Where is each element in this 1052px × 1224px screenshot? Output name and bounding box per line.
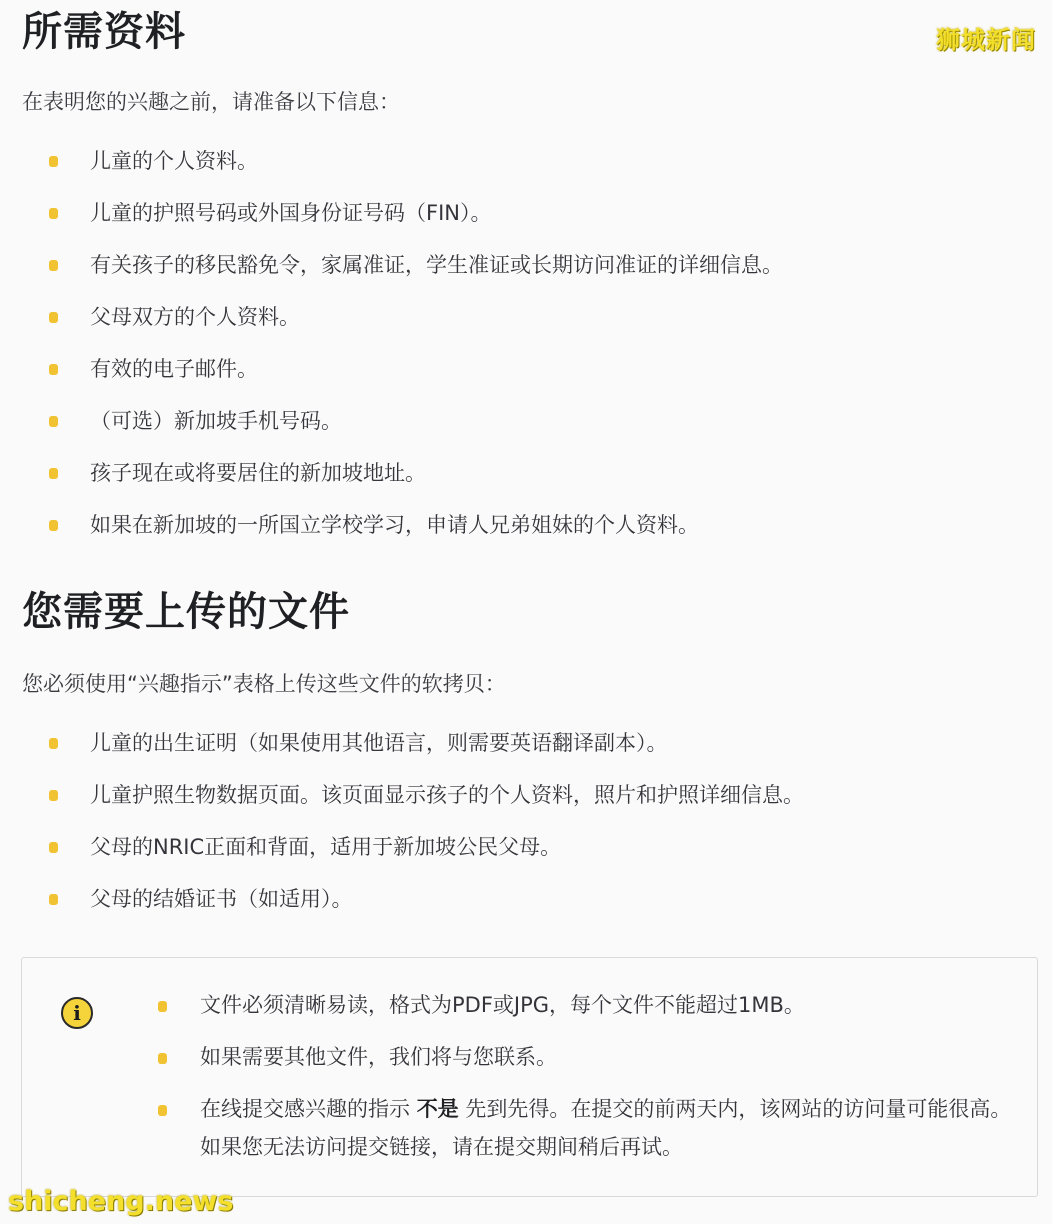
list-item-text: 文件必须清晰易读，格式为PDF或JPG，每个文件不能超过1MB。	[200, 993, 805, 1017]
list-item	[22, 717, 1022, 769]
list-item	[156, 986, 1016, 1024]
list-item-text: 有关孩子的移民豁免令，家属准证，学生准证或长期访问准证的详细信息。	[90, 253, 783, 277]
list-item-text: （可选）新加坡手机号码。	[90, 409, 342, 433]
list-item-text: 如果需要其他文件，我们将与您联系。	[200, 1045, 557, 1069]
bullet-icon	[158, 1053, 167, 1064]
list-item	[22, 239, 1022, 291]
list-item-text: 儿童的护照号码或外国身份证号码（FIN）。	[90, 201, 492, 225]
bullet-icon	[158, 1105, 167, 1116]
bullet-icon	[49, 156, 58, 167]
list-item	[22, 135, 1022, 187]
bullet-icon	[49, 468, 58, 479]
list-item-text: 孩子现在或将要居住的新加坡地址。	[90, 461, 426, 485]
section-title-required-info: 所需资料	[22, 9, 186, 55]
list-item	[22, 873, 1022, 925]
list-item-text-prefix: 在线提交感兴趣的指示	[200, 1097, 417, 1121]
list-item	[22, 187, 1022, 239]
info-list	[156, 986, 1016, 1180]
list-item	[22, 447, 1022, 499]
watermark-bottom: shicheng.news	[8, 1186, 234, 1217]
section-title-upload-files: 您需要上传的文件	[22, 589, 350, 635]
bullet-icon	[49, 738, 58, 749]
section-intro-upload-files: 您必须使用“兴趣指示”表格上传这些文件的软拷贝：	[22, 672, 506, 696]
list-item	[156, 1038, 1016, 1076]
upload-files-list	[22, 717, 1022, 925]
list-item-text: 儿童的出生证明（如果使用其他语言，则需要英语翻译副本）。	[90, 731, 668, 755]
list-item	[22, 821, 1022, 873]
info-callout-box	[21, 957, 1038, 1197]
list-item	[156, 1090, 1016, 1166]
bullet-icon	[49, 520, 58, 531]
list-item-text: 父母的NRIC正面和背面，适用于新加坡公民父母。	[90, 835, 562, 859]
bullet-icon	[49, 842, 58, 853]
list-item-text: 儿童的个人资料。	[90, 149, 258, 173]
list-item-text: 如果在新加坡的一所国立学校学习，申请人兄弟姐妹的个人资料。	[90, 513, 699, 537]
list-item-text: 父母的结婚证书（如适用）。	[90, 887, 353, 911]
list-item	[22, 291, 1022, 343]
bullet-icon	[49, 208, 58, 219]
list-item	[22, 343, 1022, 395]
bullet-icon	[49, 260, 58, 271]
list-item	[22, 499, 1022, 551]
bullet-icon	[158, 1001, 167, 1012]
list-item	[22, 395, 1022, 447]
bullet-icon	[49, 312, 58, 323]
bullet-icon	[49, 364, 58, 375]
list-item-text: 有效的电子邮件。	[90, 357, 258, 381]
list-item-text-suffix: 先到先得。在提交的前两天内，该网站的访问量可能很高。如果您无法访问提交链接，请在提交期间稍后再试。	[200, 1097, 1012, 1159]
bullet-icon	[49, 894, 58, 905]
list-item-text: 儿童护照生物数据页面。该页面显示孩子的个人资料，照片和护照详细信息。	[90, 783, 804, 807]
section-intro-required-info: 在表明您的兴趣之前，请准备以下信息：	[22, 90, 400, 114]
info-icon: i	[61, 997, 93, 1029]
watermark-top: 狮城新闻	[936, 26, 1036, 54]
bullet-icon	[49, 416, 58, 427]
list-item-text-bold: 不是	[416, 1097, 459, 1121]
bullet-icon	[49, 790, 58, 801]
list-item-text: 父母双方的个人资料。	[90, 305, 300, 329]
required-info-list	[22, 135, 1022, 551]
list-item	[22, 769, 1022, 821]
